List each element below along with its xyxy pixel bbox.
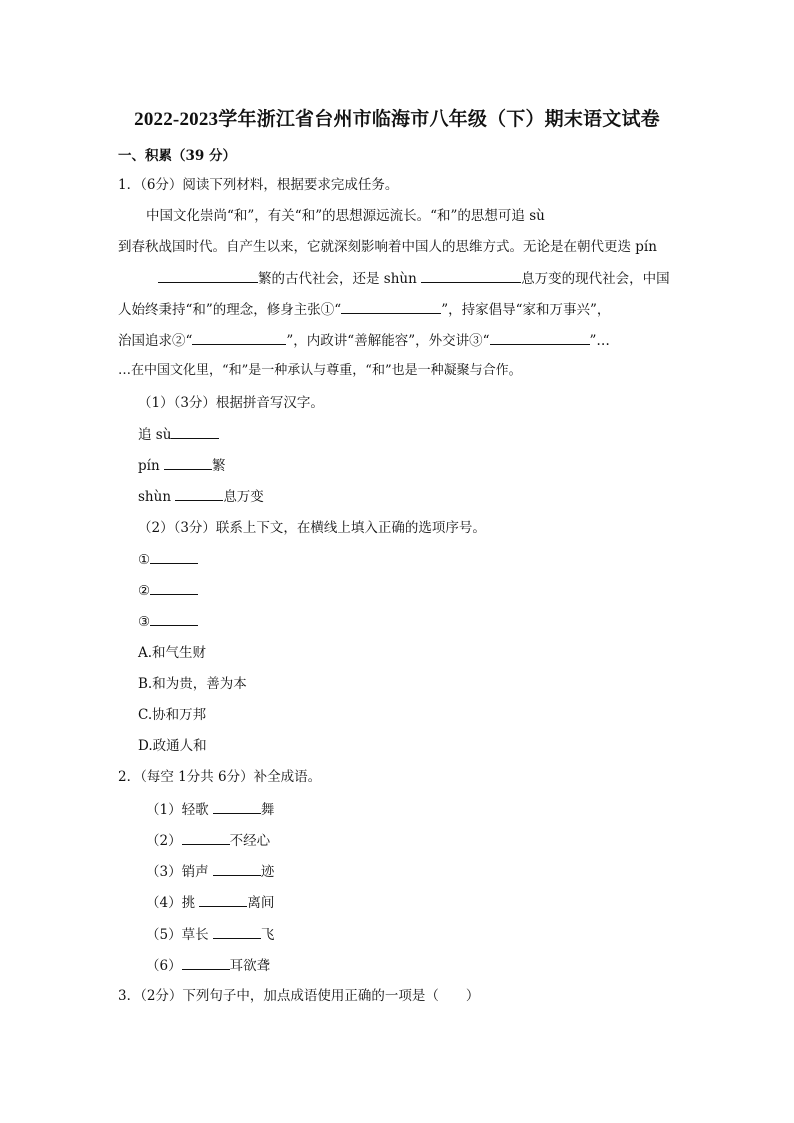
passage-line-1: 中国文化崇尚“和”，有关“和”的思想源远流长。“和”的思想可追 sù: [146, 208, 545, 224]
answer-blank[interactable]: [175, 487, 223, 501]
answer-blank[interactable]: [150, 612, 198, 626]
question-2-stem: 2．（每空 1分共 6分）补全成语。: [118, 769, 322, 785]
section-heading: 一、积累（39 分）: [118, 148, 236, 164]
answer-blank[interactable]: [192, 331, 286, 345]
answer-blank[interactable]: [213, 800, 261, 814]
pinyin-item-a: 追 sù: [138, 425, 219, 444]
subquestion-1-stem: （1）（3分）根据拼音写汉字。: [138, 395, 324, 411]
answer-blank[interactable]: [199, 893, 247, 907]
subquestion-2-stem: （2）（3分）联系上下文，在横线上填入正确的选项序号。: [138, 520, 486, 536]
option-a: A.和气生财: [138, 645, 207, 661]
option-b: B.和为贵，善为本: [138, 676, 247, 692]
answer-blank[interactable]: [341, 300, 441, 314]
answer-blank[interactable]: [164, 456, 212, 470]
idiom-item-5: （5）草长 飞: [146, 927, 275, 943]
option-c: C.协和万邦: [138, 707, 207, 723]
answer-blank[interactable]: [182, 831, 230, 845]
answer-blank[interactable]: [171, 425, 219, 439]
passage-line-4: 人始终秉持“和”的理念，修身主张①“ ”，持家倡导“家和万事兴”，: [118, 302, 611, 318]
idiom-item-6: （6） 耳欲聋: [146, 958, 271, 974]
idiom-item-2: （2） 不经心: [146, 833, 271, 849]
answer-blank[interactable]: [213, 862, 261, 876]
option-d: D.政通人和: [138, 738, 207, 754]
option-blank-1: ①: [138, 550, 198, 569]
passage-line-5: 治国追求②“ ”，内政讲“善解能容”，外交讲③“ ”…: [118, 333, 610, 349]
answer-blank[interactable]: [150, 550, 198, 564]
answer-blank[interactable]: [150, 581, 198, 595]
passage-line-3: 繁的古代社会，还是 shùn 息万变的现代社会，中国: [158, 269, 670, 288]
option-blank-2: ②: [138, 581, 198, 600]
idiom-item-4: （4）挑 离间: [146, 895, 275, 911]
answer-blank[interactable]: [490, 331, 590, 345]
answer-blank[interactable]: [158, 269, 258, 283]
passage-line-6: …在中国文化里，“和”是一种承认与尊重，“和”也是一种凝聚与合作。: [118, 363, 522, 378]
answer-blank[interactable]: [182, 956, 230, 970]
pinyin-item-c: shùn 息万变: [138, 489, 264, 505]
pinyin-item-b: pín 繁: [138, 458, 226, 474]
option-blank-3: ③: [138, 612, 198, 631]
idiom-item-3: （3）销声 迹: [146, 864, 275, 880]
answer-blank[interactable]: [421, 269, 521, 283]
question-3-stem: 3．（2分）下列句子中，加点成语使用正确的一项是（ ）: [118, 988, 480, 1004]
answer-blank[interactable]: [213, 925, 261, 939]
idiom-item-1: （1）轻歌 舞: [146, 802, 275, 818]
passage-line-2: 到春秋战国时代。自产生以来，它就深刻影响着中国人的思维方式。无论是在朝代更迭 pín: [118, 239, 657, 255]
question-1-stem: 1．（6分）阅读下列材料，根据要求完成任务。: [118, 177, 399, 193]
page-title: 2022-2023学年浙江省台州市临海市八年级（下）期末语文试卷: [134, 109, 660, 130]
